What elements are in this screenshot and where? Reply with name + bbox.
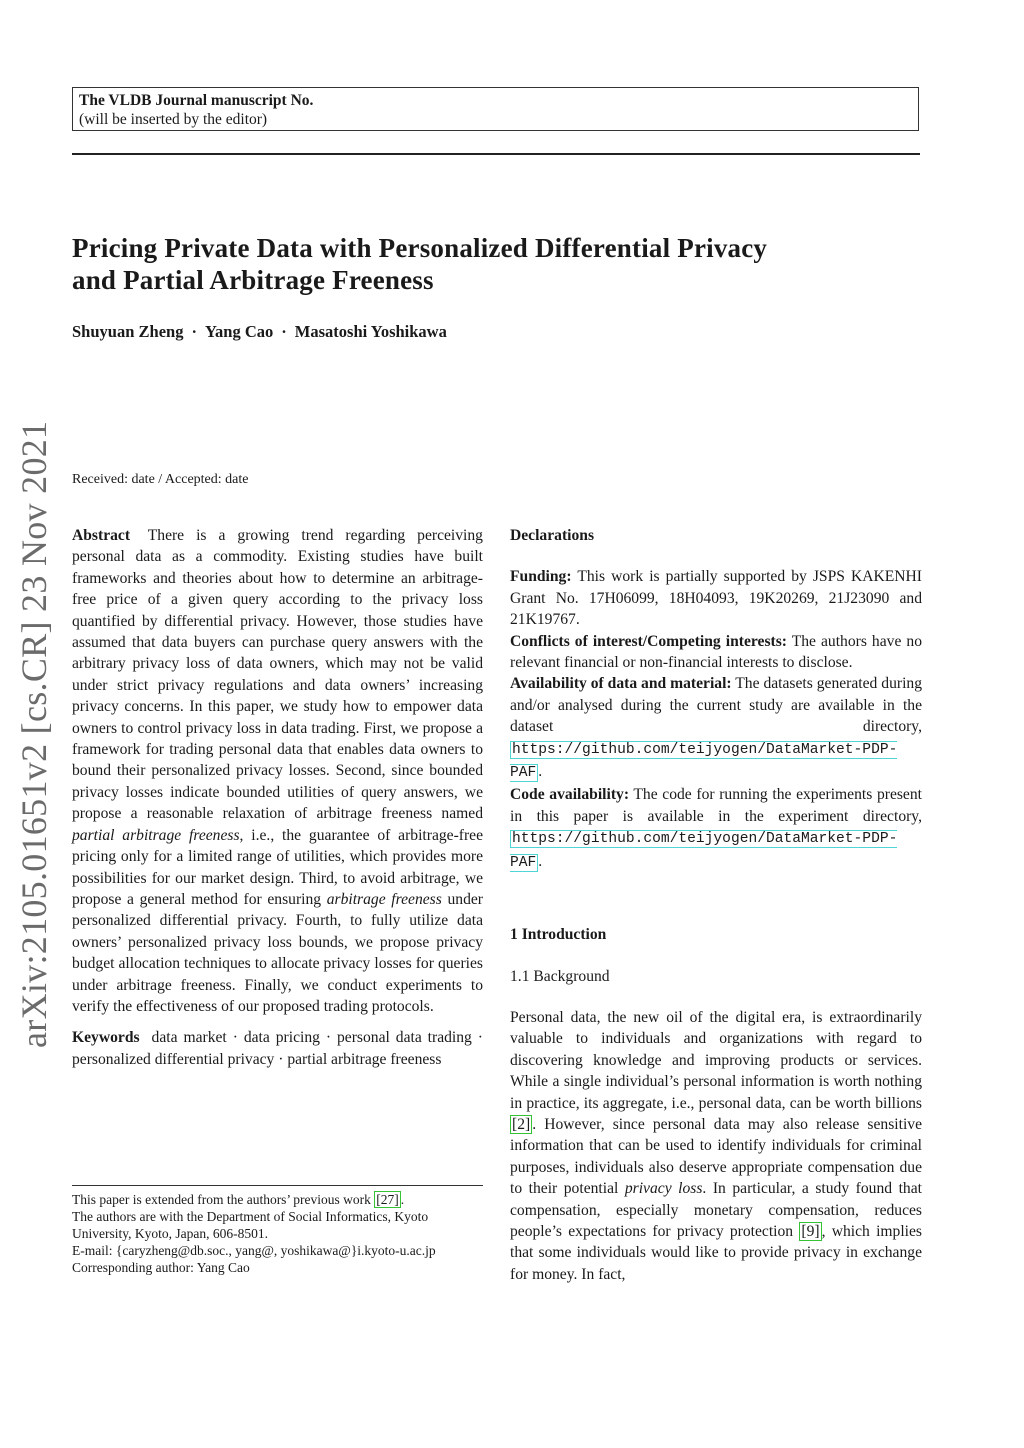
abstract-italic-1: partial arbitrage freeness xyxy=(72,826,240,844)
declarations-heading: Declarations xyxy=(510,527,595,544)
title-line-2: and Partial Arbitrage Freeness xyxy=(72,265,434,295)
code-period: . xyxy=(538,852,543,870)
left-column xyxy=(72,525,483,1070)
subsection-heading-background: 1.1 Background xyxy=(510,967,610,985)
availability-text: The datasets generated during and/or analysed during the current study are available in the dataset directory, xyxy=(510,675,922,736)
footnote-line1-post: . xyxy=(400,1192,405,1207)
author-separator-1: · xyxy=(191,322,197,341)
arxiv-identifier: arXiv:2105.01651v2 [cs.CR] 23 Nov 2021 xyxy=(14,420,54,1048)
funding-text: This work is partially supported by JSPS KAKENHI Grant No. 17H06099, 18H04093, 19K20269, 21J23090 and 21K19767. xyxy=(510,568,923,629)
abstract-text-3: under personalized differential privacy. Fourth, to fully utilize data owners’ personalized privacy loss bounds, we propose privacy budget allocation techniques to allocate privacy losses for queries under arbitrage freeness. Finally, we conduct experiments to verify the effectiveness of our proposed trading protocols. xyxy=(72,890,483,1015)
keywords-heading: Keywords xyxy=(72,1029,140,1047)
received-date: Received: date / Accepted: date xyxy=(72,472,249,487)
abstract-text-1: There is a growing trend regarding perceiving personal data as a commodity. Existing studies have built frameworks and theories about how to determine an arbitrage-free price of a given query according to the privacy loss quantified by differential privacy. However, those studies have assumed that data buyers can purchase query answers with the arbitrary privacy loss of data owners, which may not be valid under strict privacy regulations and data owners’ increasing privacy concerns. In this paper, we study how to empower data owners to control privacy loss in data trading. First, we propose a framework for trading personal data that enables data owners to bound their personalized privacy losses. Second, since bounded privacy losses indicate bounded utilities of query answers, we propose a reasonable relaxation of arbitrage freeness named xyxy=(72,527,483,823)
intro-text-4: , which implies that some individuals would like to provide privacy in exchange for money. In fact, xyxy=(510,1222,922,1283)
code-text: The code for running the experiments present in this paper is available in the experiment directory, xyxy=(510,786,922,825)
code-link[interactable]: https://github.com/teijyogen/DataMarket-PDP-PAF xyxy=(510,831,898,871)
author-1: Shuyuan Zheng xyxy=(72,322,184,341)
availability-label: Availability of data and material: xyxy=(510,675,732,693)
citation-link-2[interactable]: [2] xyxy=(512,1115,531,1133)
abstract-heading: Abstract xyxy=(72,527,131,544)
code-label: Code availability: xyxy=(510,786,630,804)
abstract-text-2: , i.e., the guarantee of arbitrage-free pricing only for a limited range of utilities, which provides more possibilities for our market design. Third, to avoid arbitrage, we propose a general method for ensuring xyxy=(72,826,483,908)
abstract xyxy=(72,525,483,1017)
abstract-italic-2: arbitrage freeness xyxy=(326,890,442,908)
conflicts-label: Conflicts of interest/Competing interests: xyxy=(510,632,787,650)
introduction-paragraph xyxy=(510,1007,922,1285)
journal-name: The VLDB Journal manuscript No. xyxy=(79,92,314,109)
declaration-availability xyxy=(510,673,922,784)
citation-link-27[interactable]: [27] xyxy=(376,1192,399,1207)
footnote-email: E-mail: {caryzheng@db.soc., yang@, yoshikawa@}i.kyoto-u.ac.jp xyxy=(72,1243,436,1258)
footnote-rule xyxy=(72,1185,483,1186)
keywords-text: data market · data pricing · personal data trading · personalized differential privacy · partial arbitrage freeness xyxy=(72,1029,483,1068)
funding-label: Funding: xyxy=(510,568,572,586)
intro-text-2: . However, since personal data may also release sensitive information that can be used to identify individuals for criminal purposes, individuals also deserve appropriate compensation due to their potential xyxy=(510,1115,922,1198)
intro-text-3: . In particular, a study found that compensation, especially monetary compensation, reduces people’s expectations for privacy protection xyxy=(510,1180,922,1240)
intro-text-1: Personal data, the new oil of the digital era, is extraordinarily valuable to individuals and organizations with regard to discovering knowledge and improving products or services. While a single individual’s personal information is worth nothing in practice, its aggregate, i.e., personal data, can be worth billions xyxy=(510,1008,922,1112)
dataset-link[interactable]: https://github.com/teijyogen/DataMarket-PDP-PAF xyxy=(510,741,898,782)
header-rule xyxy=(72,153,920,155)
keywords xyxy=(72,1027,483,1070)
author-2: Yang Cao xyxy=(204,322,274,341)
declaration-code xyxy=(510,784,922,874)
paper-title xyxy=(72,232,932,296)
declaration-conflicts xyxy=(510,631,922,674)
footnote-previous-work xyxy=(72,1191,483,1208)
citation-link-9[interactable]: [9] xyxy=(801,1222,820,1240)
conflicts-text: The authors have no relevant financial or non-financial interests to disclose. xyxy=(510,632,922,672)
footnote-affiliation: The authors are with the Department of Social Informatics, Kyoto University, Kyoto, Japan, 606-8501. xyxy=(72,1209,429,1241)
author-separator-2: · xyxy=(281,322,287,341)
section-heading-introduction: 1 Introduction xyxy=(510,926,607,944)
footnote xyxy=(72,1191,483,1276)
footnote-line1-pre: This paper is extended from the authors’ previous work xyxy=(72,1192,371,1207)
author-list xyxy=(72,322,447,342)
declaration-funding xyxy=(510,566,922,630)
intro-italic-1: privacy loss xyxy=(624,1180,703,1198)
title-line-1: Pricing Private Data with Personalized Differential Privacy xyxy=(72,233,768,263)
author-3: Masatoshi Yoshikawa xyxy=(294,322,447,341)
availability-period: . xyxy=(538,763,543,781)
footnote-corresponding-author: Corresponding author: Yang Cao xyxy=(72,1260,250,1275)
editor-note: (will be inserted by the editor) xyxy=(79,111,268,128)
journal-header-box xyxy=(72,87,919,131)
right-column xyxy=(510,525,922,1285)
